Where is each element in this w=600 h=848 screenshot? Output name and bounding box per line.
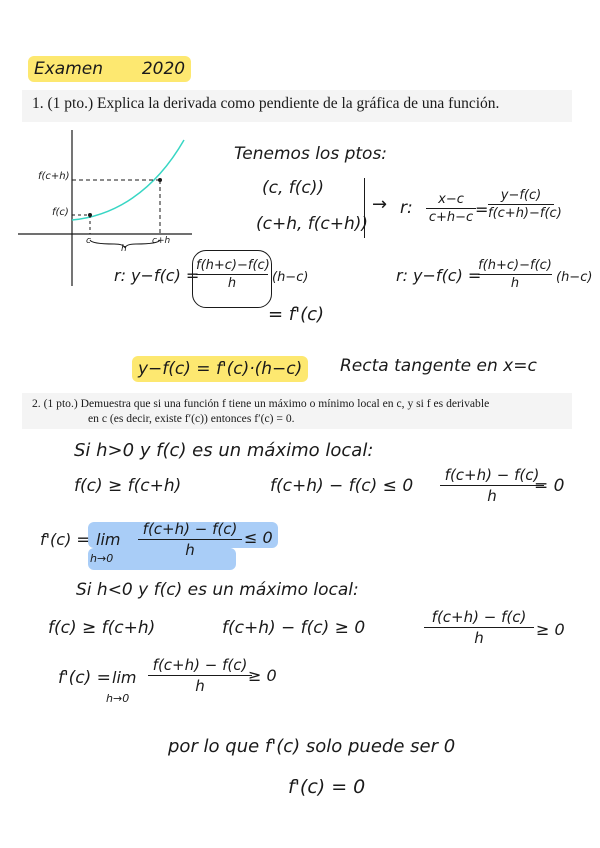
point-ch: [158, 178, 162, 182]
case-1-fraction-num: f(c+h) − f(c): [444, 466, 540, 484]
graph-label-h: h: [121, 244, 127, 254]
conclusion: por lo que f'(c) solo puede ser 0: [168, 736, 456, 757]
fraction-bar: [138, 539, 242, 540]
line-r-fraction-right: [478, 258, 552, 291]
limit-1-tail: ≤ 0: [244, 528, 273, 547]
line-r-fraction-num: f(h+c)−f(c): [196, 258, 270, 273]
limit-2-fraction: [148, 656, 252, 695]
case-1-inequality-a: f(c) ≥ f(c+h): [74, 476, 182, 496]
limit-1-fraction-den: h: [185, 541, 195, 559]
limit-1-fraction-num: f(c+h) − f(c): [142, 520, 238, 538]
line-r-label: r:: [400, 198, 413, 218]
case-2-inequality-b: f(c+h) − f(c) ≥ 0: [222, 618, 366, 638]
slope-fraction-x: [426, 192, 476, 225]
exam-header: [28, 56, 191, 82]
limit-2-sub: h→0: [106, 692, 130, 705]
question-2-number: 2.: [32, 397, 41, 410]
point-2: (c+h, f(c+h)): [256, 214, 369, 234]
line-r-equation-right-left: r: y−f(c) =: [396, 266, 482, 285]
limit-2-fraction-den: h: [195, 677, 205, 695]
fraction-bar: [196, 274, 268, 275]
limit-1-sub: h→0: [90, 552, 114, 565]
limit-1-left: f'(c) =: [40, 530, 90, 549]
line-r-fraction: [196, 258, 268, 291]
question-2-text-line1: Demuestra que si una función f tiene un máximo o mínimo local en c, y si f es derivable: [80, 397, 490, 410]
case-1-fraction-den: h: [487, 487, 497, 505]
limit-2-fraction-num: f(c+h) − f(c): [152, 656, 248, 674]
line-r-fraction-right-den: h: [510, 276, 520, 291]
case-1-heading: Si h>0 y f(c) es un máximo local:: [74, 440, 374, 461]
fraction-bar: [488, 204, 554, 205]
line-r-equation-left: r: y−f(c) =: [114, 266, 200, 285]
fraction-bar: [148, 675, 252, 676]
fraction-bar: [440, 485, 544, 486]
slope-fraction-x-den: c+h−c: [428, 210, 474, 225]
graph-label-c: c: [86, 236, 91, 246]
fraction-bar: [478, 274, 552, 275]
slope-fraction-x-num: x−c: [438, 192, 464, 207]
case-2-fraction-tail: ≥ 0: [536, 620, 565, 639]
tangent-equation: y−f(c) = f'(c)·(h−c): [132, 356, 308, 382]
slope-equals: =: [475, 200, 489, 219]
point-1: (c, f(c)): [262, 178, 325, 198]
limit-2-tail: ≥ 0: [248, 666, 277, 685]
final-result: f'(c) = 0: [288, 776, 366, 798]
fraction-bar: [424, 627, 534, 628]
line-r-fraction-den: h: [227, 276, 237, 291]
limit-2-left: f'(c) =: [58, 668, 111, 688]
slope-fraction-y-den: f(c+h)−f(c): [488, 206, 562, 221]
tenemos-ptos: Tenemos los ptos:: [234, 144, 388, 164]
case-2-inequality-a: f(c) ≥ f(c+h): [48, 618, 156, 638]
tangent-description: Recta tangente en x=c: [340, 356, 537, 376]
graph-label-fch: f(c+h): [38, 171, 70, 182]
points-bracket: [364, 178, 365, 238]
slope-fraction-y: [488, 188, 562, 221]
graph-label-fc: f(c): [52, 207, 69, 218]
limit-2-lim: lim: [112, 668, 137, 687]
question-1: [32, 95, 499, 113]
line-r-right-tail: (h−c): [556, 270, 593, 285]
case-1-fraction: [440, 466, 544, 505]
question-1-text: Explica la derivada como pendiente de la gráfica de una función.: [97, 95, 500, 112]
case-2-fraction-num: f(c+h) − f(c): [431, 608, 527, 626]
case-1-inequality-b: f(c+h) − f(c) ≤ 0: [270, 476, 414, 496]
case-1-fraction-tail: = 0: [534, 476, 565, 496]
case-2-fraction: [424, 608, 534, 647]
line-r-fraction-right-num: f(h+c)−f(c): [478, 258, 552, 273]
line-r-tail: (h−c): [272, 270, 309, 285]
fraction-bar: [426, 208, 476, 209]
question-1-number: 1.: [32, 95, 44, 112]
limit-1-lim: lim: [96, 530, 121, 549]
graph-label-ch: c+h: [152, 236, 171, 246]
slope-fraction-y-num: y−f(c): [500, 188, 542, 203]
case-2-heading: Si h<0 y f(c) es un máximo local:: [76, 580, 359, 600]
exam-label: Examen: [34, 59, 104, 79]
equals-fprime: = f'(c): [268, 304, 325, 325]
question-2-points: (1 pto.): [43, 397, 78, 410]
implies-arrow: →: [372, 194, 388, 215]
exam-year: 2020: [141, 59, 186, 79]
question-1-points: (1 pto.): [47, 95, 94, 112]
point-c: [88, 213, 92, 217]
question-2: [32, 396, 572, 426]
case-2-fraction-den: h: [474, 629, 484, 647]
question-2-text-line2: en c (es decir, existe f′(c)) entonces f′(c) = 0.: [88, 412, 295, 425]
limit-1-fraction: [138, 520, 242, 559]
